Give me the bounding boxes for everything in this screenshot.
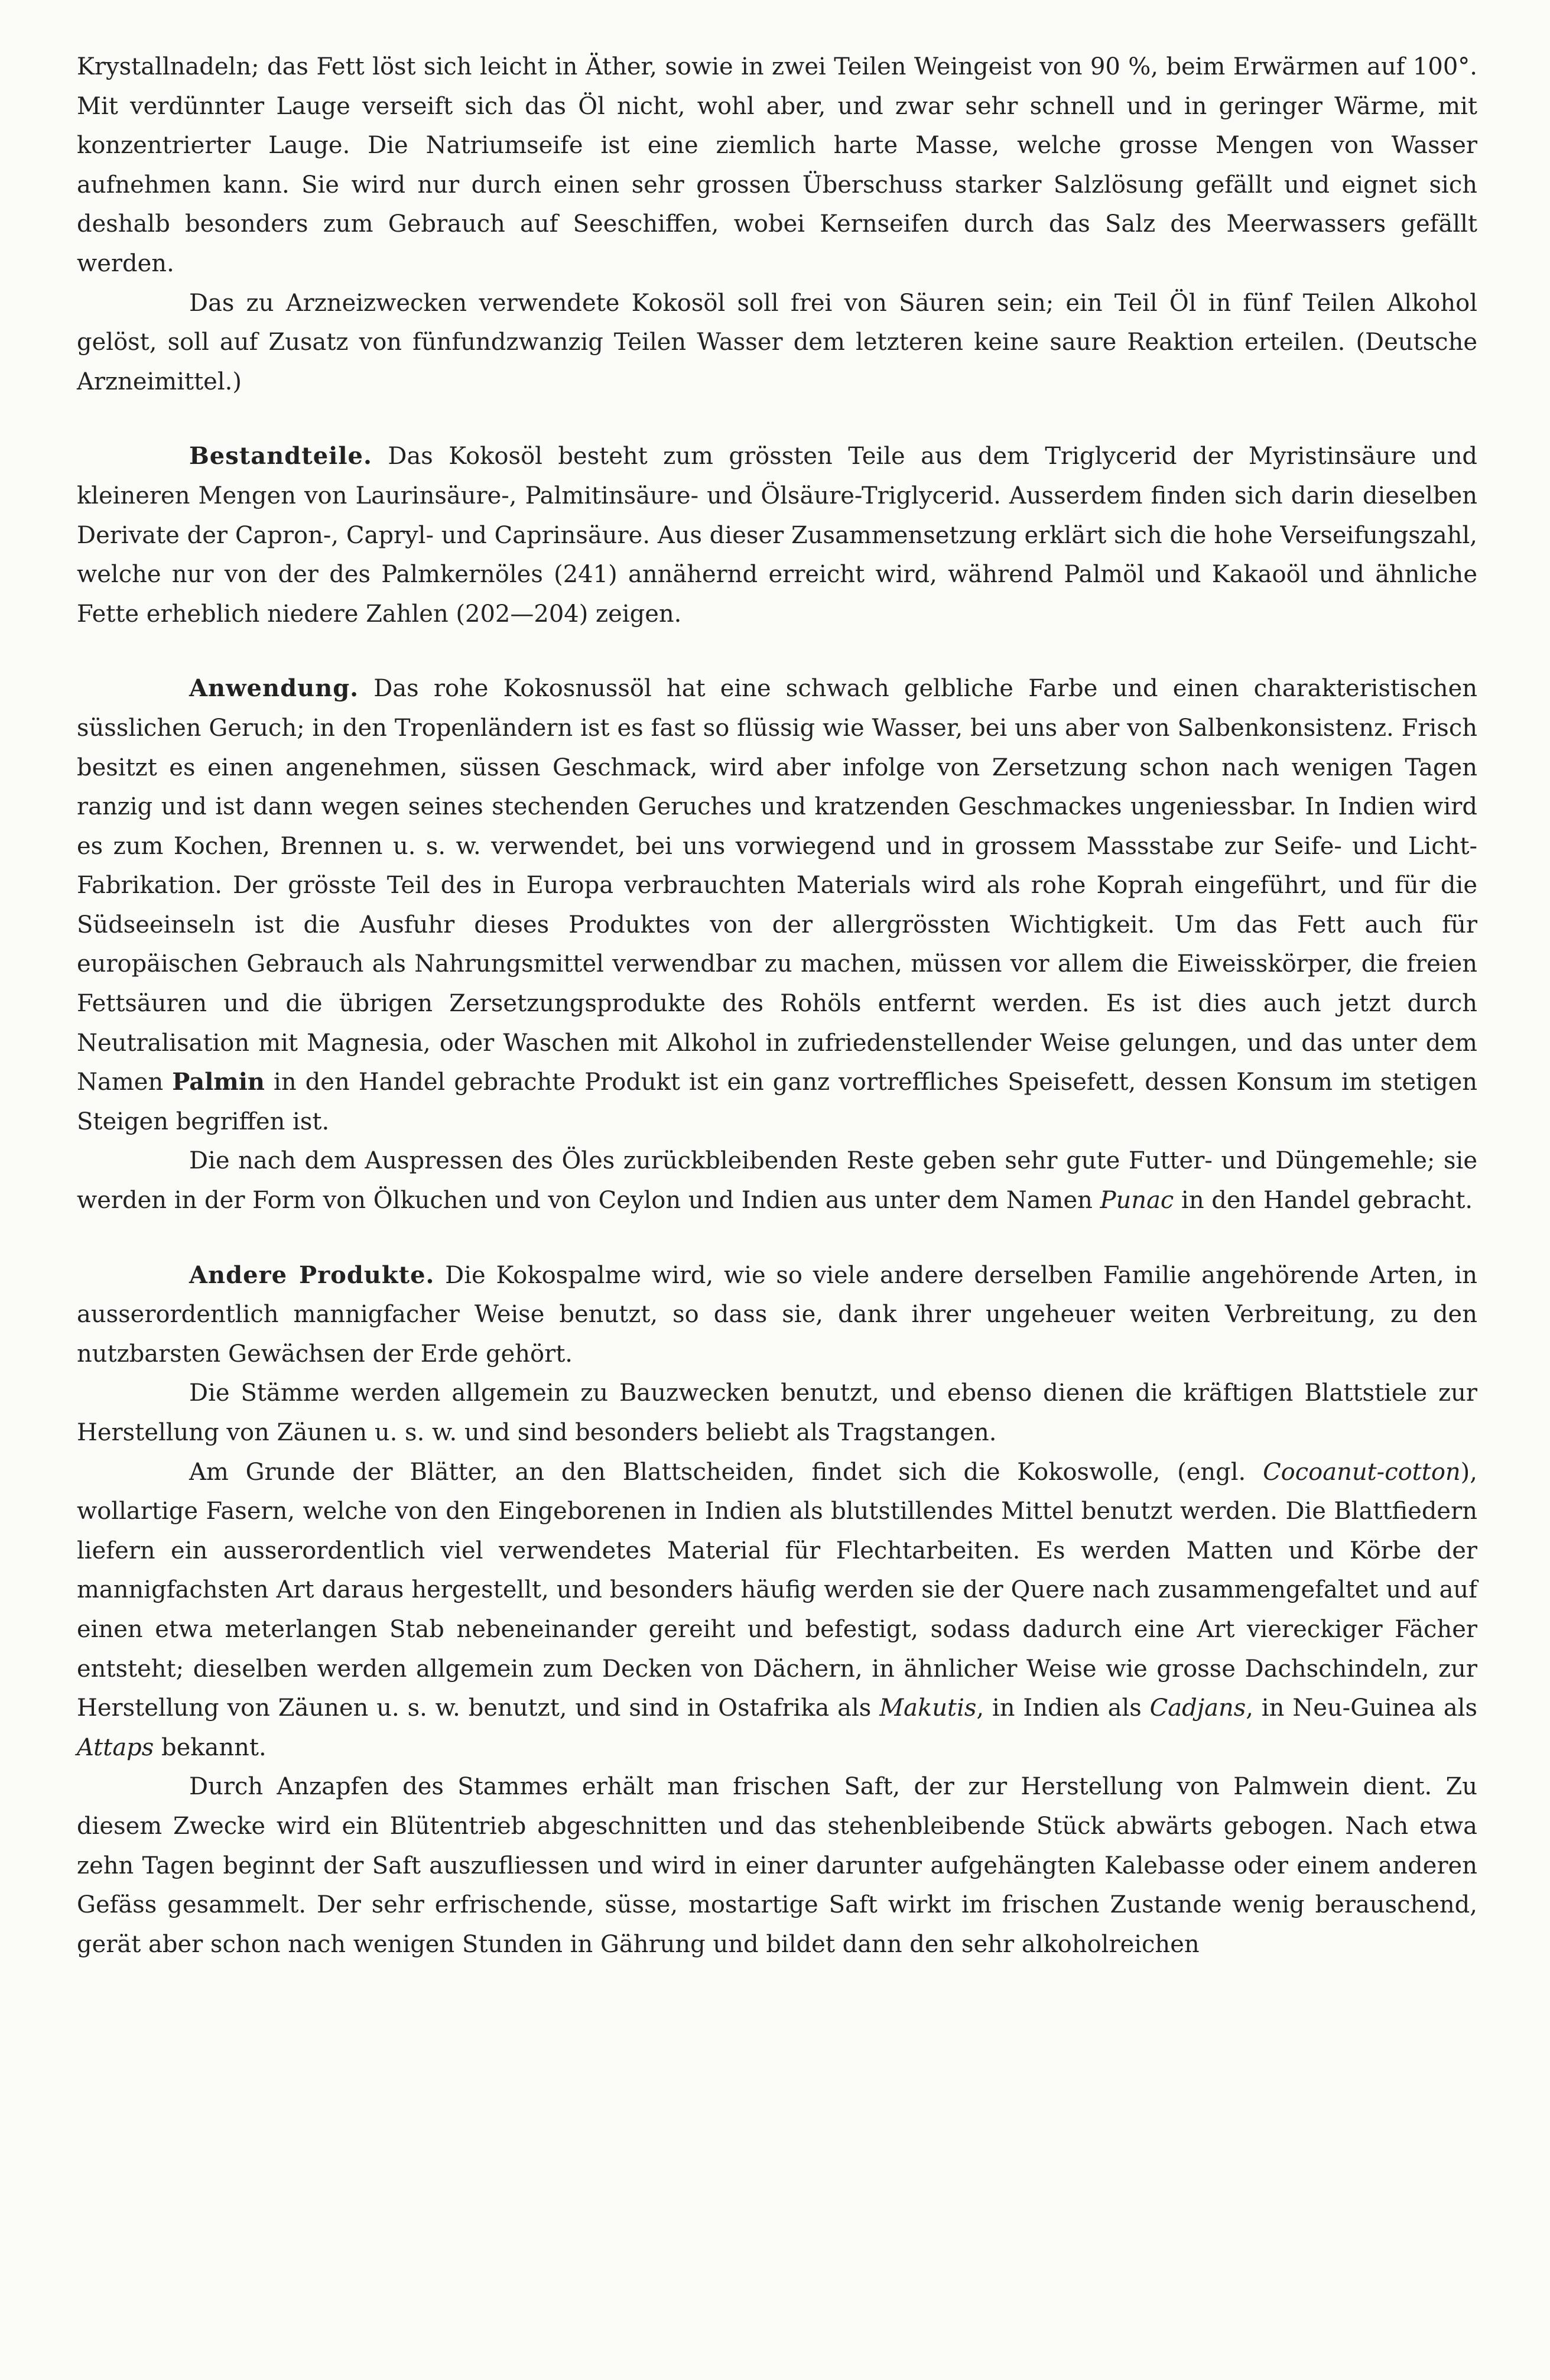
paragraph-anwendung-text-2: in den Handel gebrachte Produkt ist ein ganz vortreffliches Speisefett, dessen Konsum im stetigen Steigen begriffen ist. <box>77 1069 1478 1135</box>
section-heading-bestandteile: Bestandteile. <box>189 442 372 470</box>
paragraph-coconut-wool-text-4: , in Neu-Guinea als <box>1246 1694 1478 1722</box>
term-cadjans: Cadjans <box>1149 1694 1246 1722</box>
term-cocoanut-cotton: Cocoanut-cotton <box>1263 1458 1461 1486</box>
term-attaps: Attaps <box>77 1733 154 1761</box>
paragraph-residues-text-2: in den Handel gebracht. <box>1174 1187 1473 1215</box>
paragraph-coconut-wool-text: Am Grunde der Blätter, an den Blattscheiden, findet sich die Kokoswolle, (engl. <box>189 1458 1263 1486</box>
document-page <box>77 47 1477 2340</box>
paragraph-anwendung-text: Das rohe Kokosnussöl hat eine schwach gelbliche Farbe und einen charakteristischen süsslichen Geruch; in den Tropenländern ist es fast so flüssig wie Wasser, bei uns aber von Salbenkonsistenz. Frisch besitzt es einen angenehmen, süssen Geschmack, wird aber infolge von Zersetzung schon nach wenigen Tagen ranzig und ist dann wegen seines stechenden Geruches und kratzenden Geschmackes ungeniessbar. In Indien wird es zum Kochen, Brennen u. s. w. verwendet, bei uns vorwiegend und in grossem Massstabe zur Seife- und Licht-Fabrikation. Der grösste Teil des in Europa verbrauchten Materials wird als rohe Koprah eingeführt, und für die Südseeinseln ist die Ausfuhr dieses Produktes von der allergrössten Wichtigkeit. Um das Fett auch für europäischen Gebrauch als Nahrungsmittel verwendbar zu machen, müssen vor allem die Eiweisskörper, die freien Fettsäuren und die übrigen Zersetzungsprodukte des Rohöls entfernt werden. Es ist dies auch jetzt durch Neutralisation mit Magnesia, oder Waschen mit Alkohol in zufriedenstellender Weise gelungen, und das unter dem Namen <box>77 675 1477 1096</box>
paragraph-medicinal-use: Das zu Arzneizwecken verwendete Kokosöl soll frei von Säuren sein; ein Teil Öl in fünf Teilen Alkohol gelöst, soll auf Zusatz von fünfundzwanzig Teilen Wasser dem letzteren keine saure Reaktion erteilen. (Deutsche Arzneimittel.) <box>77 289 1477 395</box>
term-makutis: Makutis <box>879 1694 977 1722</box>
paragraph-coconut-wool <box>77 1453 1477 1768</box>
paragraph-andere-produkte <box>77 1256 1477 1374</box>
paragraph-bestandteile-text: Das Kokosöl besteht zum grössten Teile aus dem Triglycerid der Myristinsäure und kleineren Mengen von Laurinsäure-, Palmitinsäure- und Ölsäure-Triglycerid. Ausserdem finden sich darin dieselben Derivate der Capron-, Capryl- und Caprinsäure. Aus dieser Zusammensetzung erklärt sich die hohe Verseifungszahl, welche nur von der des Palmkernöles (241) annähernd erreicht wird, während Palmöl und Kakaoöl und ähnliche Fette erheblich niedere Zahlen (202—204) zeigen. <box>77 443 1477 628</box>
paragraph-fat-properties: Krystallnadeln; das Fett löst sich leicht in Äther, sowie in zwei Teilen Weingeist von 90 %, beim Erwärmen auf 100°. Mit verdünnter Lauge verseift sich das Öl nicht, wohl aber, und zwar sehr schnell und in geringer Wärme, mit konzentrierter Lauge. Die Natriumseife ist eine ziemlich harte Masse, welche grosse Mengen von Wasser aufnehmen kann. Sie wird nur durch einen sehr grossen Überschuss starker Salzlösung gefällt und eignet sich deshalb besonders zum Gebrauch auf Seeschiffen, wobei Kernseifen durch das Salz des Meerwassers gefällt werden. <box>77 53 1477 277</box>
paragraph-residues <box>77 1141 1477 1220</box>
paragraph-coconut-wool-text-5: bekannt. <box>154 1733 267 1761</box>
term-palmin: Palmin <box>172 1068 265 1096</box>
paragraph-anwendung <box>77 669 1477 1141</box>
paragraph-coconut-wool-text-2: ), wollartige Fasern, welche von den Eingeborenen in Indien als blutstillendes Mittel benutzt werden. Die Blattfiedern liefern ein ausserordentlich viel verwendetes Material für Flechtarbeiten. Es werden Matten und Körbe der mannigfachsten Art daraus hergestellt, und besonders häufig werden sie der Quere nach zusammengefaltet und auf einen etwa meterlangen Stab nebeneinander gereiht und befestigt, sodass dadurch eine Art viereckiger Fächer entsteht; dieselben werden allgemein zum Decken von Dächern, in ähnlicher Weise wie grosse Dachschindeln, zur Herstellung von Zäunen u. s. w. benutzt, und sind in Ostafrika als <box>77 1458 1477 1722</box>
term-punac: Punac <box>1100 1187 1174 1215</box>
paragraph-residues-text: Die nach dem Auspressen des Öles zurückbleibenden Reste geben sehr gute Futter- und Düngemehle; sie werden in der Form von Ölkuchen und von Ceylon und Indien aus unter dem Namen <box>77 1147 1477 1215</box>
section-heading-andere-produkte: Andere Produkte. <box>189 1261 435 1289</box>
paragraph-bestandteile <box>77 437 1477 634</box>
paragraph-palm-wine: Durch Anzapfen des Stammes erhält man frischen Saft, der zur Herstellung von Palmwein dient. Zu diesem Zwecke wird ein Blütentrieb abgeschnitten und das stehenbleibende Stück abwärts gebogen. Nach etwa zehn Tagen beginnt der Saft auszufliessen und wird in einer darunter aufgehängten Kalebasse oder einem anderen Gefäss gesammelt. Der sehr erfrischende, süsse, mostartige Saft wirkt im frischen Zustande wenig berauschend, gerät aber schon nach wenigen Stunden in Gährung und bildet dann den sehr alkoholreichen <box>77 1773 1477 1958</box>
section-heading-anwendung: Anwendung. <box>189 674 359 703</box>
paragraph-coconut-wool-text-3: , in Indien als <box>976 1694 1150 1722</box>
paragraph-stems: Die Stämme werden allgemein zu Bauzwecken benutzt, und ebenso dienen die kräftigen Blattstiele zur Herstellung von Zäunen u. s. w. und sind besonders beliebt als Tragstangen. <box>77 1379 1477 1446</box>
paragraph-andere-produkte-text: Die Kokospalme wird, wie so viele andere derselben Familie angehörende Arten, in ausserordentlich mannigfacher Weise benutzt, so dass sie, dank ihrer ungeheuer weiten Verbreitung, zu den nutzbarsten Gewächsen der Erde gehört. <box>77 1261 1477 1368</box>
